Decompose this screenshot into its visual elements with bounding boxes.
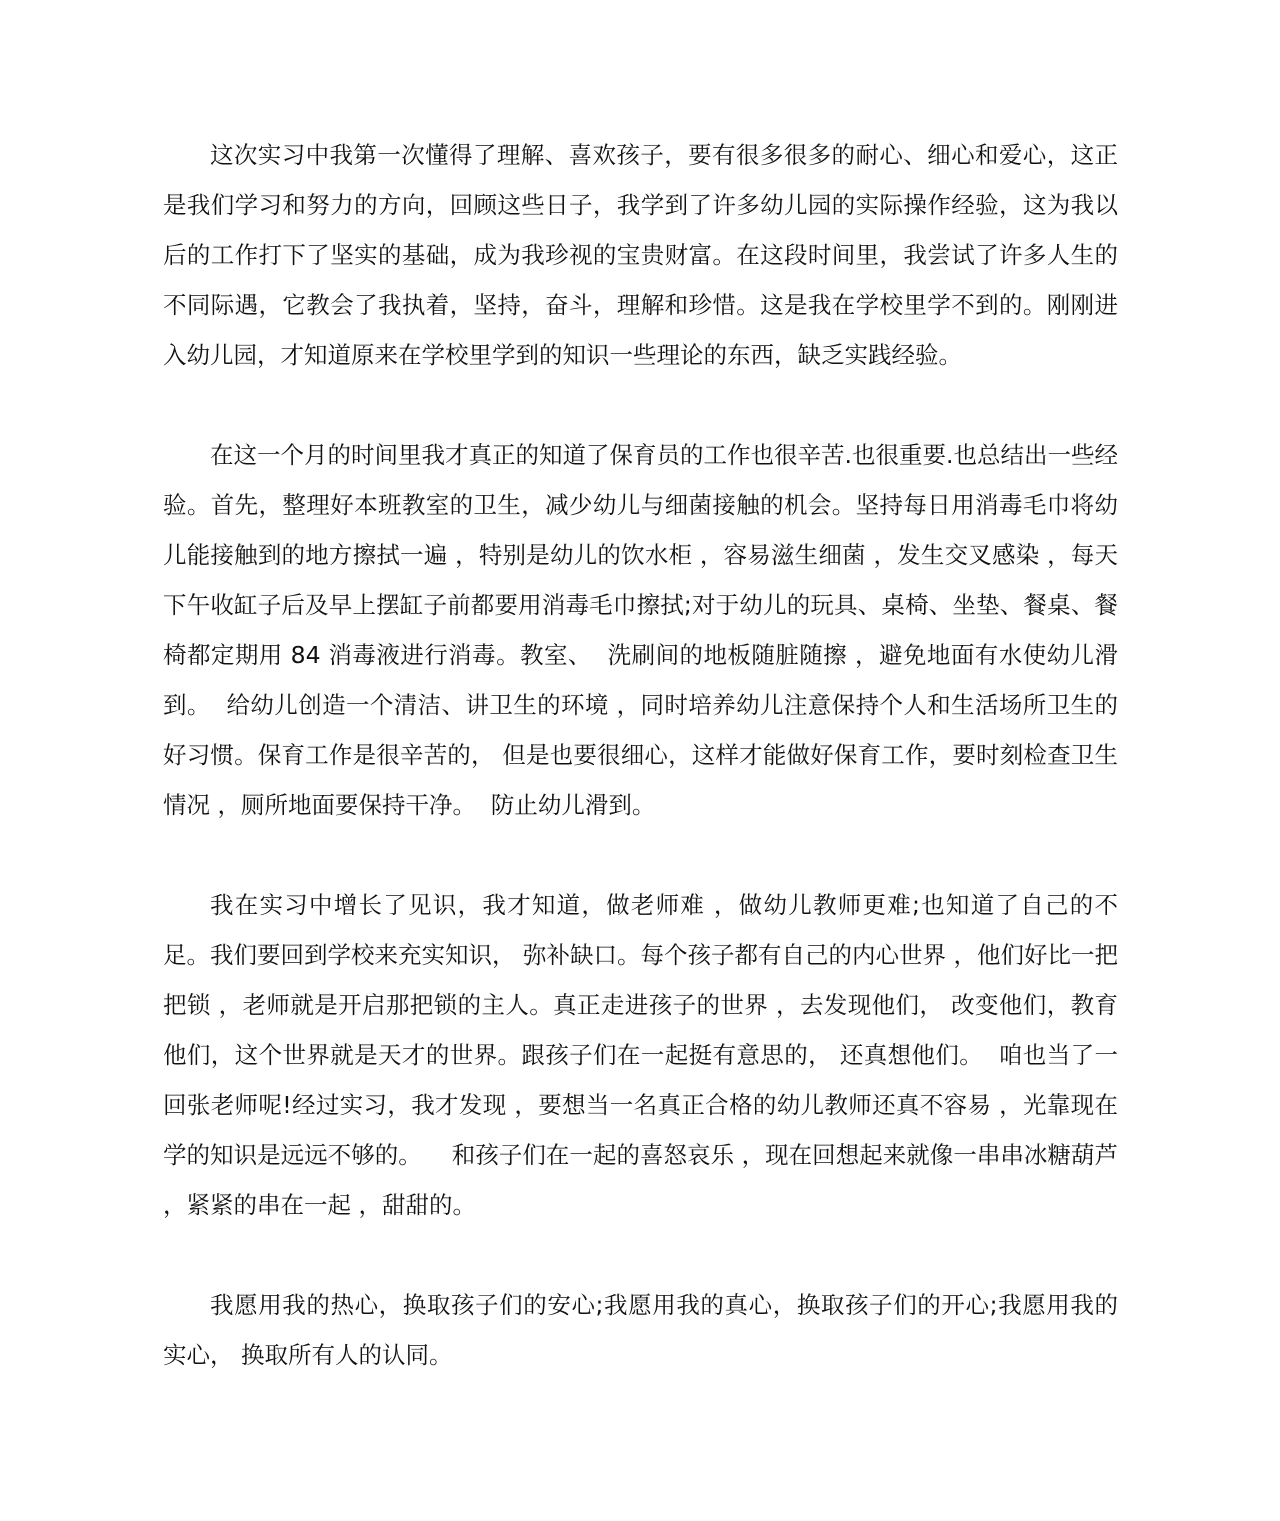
paragraph-4: 我愿用我的热心，换取孩子们的安心;我愿用我的真心，换取孩子们的开心;我愿用我的实心， 换取所有人的认同。 <box>163 1291 1118 1369</box>
paragraph-2: 在这一个月的时间里我才真正的知道了保育员的工作也很辛苦.也很重要.也总结出一些经验。首先，整理好本班教室的卫生，减少幼儿与细菌接触的机会。坚持每日用消毒毛巾将幼儿能接触到的地方擦拭一遍 ，特别是幼儿的饮水柜 ，容易滋生细菌 ，发生交叉感染 ，每天下午收缸子后及早上摆缸子前都要用消毒毛巾擦拭;对于幼儿的玩具、桌椅、坐垫、餐桌、餐椅都定期用 84 消毒液进行消毒。教室、 洗刷间的地板随脏随擦 ，避免地面有水使幼儿滑到。 给幼儿创造一个清洁、讲卫生的环境 ，同时培养幼儿注意保持个人和生活场所卫生的好习惯。保育工作是很辛苦的， 但是也要很细心，这样才能做好保育工作，要时刻检查卫生情况 ，厕所地面要保持干净。 防止幼儿滑到。 <box>163 441 1118 819</box>
paragraph-3: 我在实习中增长了见识，我才知道，做老师难 ，做幼儿教师更难;也知道了自己的不足。我们要回到学校来充实知识， 弥补缺口。每个孩子都有自己的内心世界 ，他们好比一把把锁 ，老师就是开启那把锁的主人。真正走进孩子的世界 ，去发现他们， 改变他们，教育他们，这个世界就是天才的世界。跟孩子们在一起挺有意思的， 还真想他们。 咱也当了一回张老师呢!经过实习，我才发现 ，要想当一名真正合格的幼儿教师还真不容易 ，光靠现在学的知识是远远不够的。 和孩子们在一起的喜怒哀乐 ，现在回想起来就像一串串冰糖葫芦 ，紧紧的串在一起 ，甜甜的。 <box>163 891 1126 1219</box>
paragraph-1: 这次实习中我第一次懂得了理解、喜欢孩子，要有很多很多的耐心、细心和爱心，这正是我们学习和努力的方向，回顾这些日子，我学到了许多幼儿园的实际操作经验，这为我以后的工作打下了坚实的基础，成为我珍视的宝贵财富。在这段时间里，我尝试了许多人生的不同际遇，它教会了我执着，坚持，奋斗，理解和珍惜。这是我在学校里学不到的。刚刚进入幼儿园，才知道原来在学校里学到的知识一些理论的东西，缺乏实践经验。 <box>163 141 1118 369</box>
document-body <box>163 130 1126 1380</box>
